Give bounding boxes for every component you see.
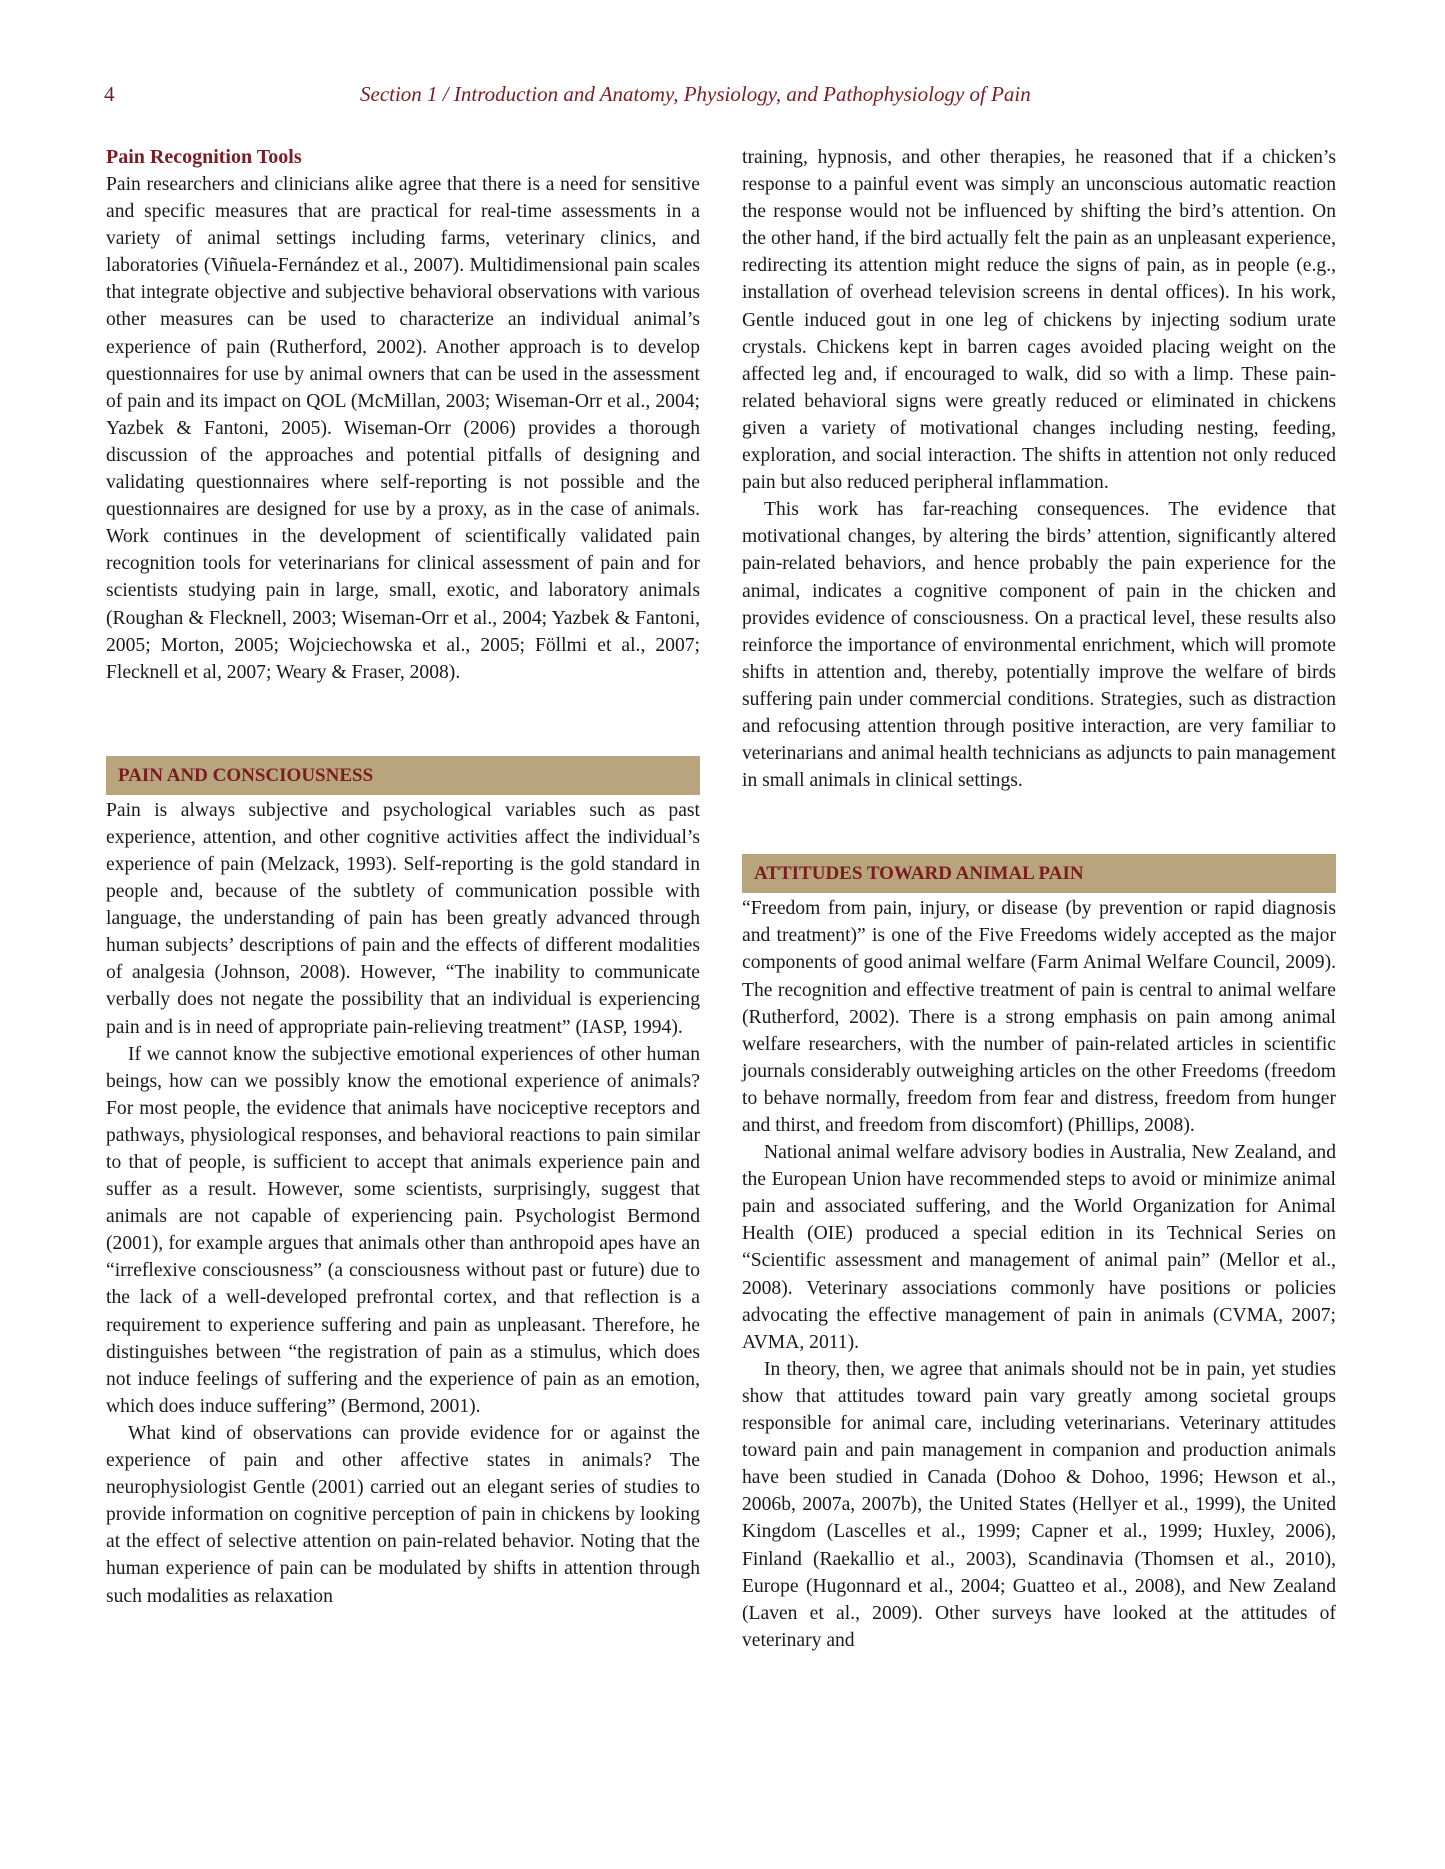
paragraph: National animal welfare advisory bodies in Australia, New Zealand, and the European Union have recommended steps to avoid or minimize animal pain and associated suffering, and the World Organization for Animal Health (OIE) produced a special edition in its Technical Series on “Scientific assessment and management of animal pain” (Mellor et al., 2008). Veterinary associations commonly have positions or policies advocating the effective management of pain in animals (CVMA, 2007; AVMA, 2011). [742,1142,1336,1353]
paragraph: In theory, then, we agree that animals should not be in pain, yet studies show that attitudes toward pain vary greatly among societal groups responsible for animal care, including veterinarians. Veterinary attitudes toward pain and pain management in companion and production animals have been studied in Canada (Dohoo & Dohoo, 1996; Hewson et al., 2006b, 2007a, 2007b), the United States (Hellyer et al., 1999), the United Kingdom (Lascelles et al., 1999; Capner et al., 1999; Huxley, 2006), Finland (Raekallio et al., 2003), Scandinavia (Thomsen et al., 2010), Europe (Hugonnard et al., 2004; Guatteo et al., 2008), and New Zealand (Laven et al., 2009). Other surveys have looked at the attitudes of veterinary and [742,1358,1336,1651]
running-head: Section 1 / Introduction and Anatomy, Physiology, and Pathophysiology of Pain [360,82,1031,106]
right-column [742,144,1336,1654]
paragraph: Pain researchers and clinicians alike agree that there is a need for sensitive and specific measures that are practical for real-time assessments in a variety of animal settings including farms, veterinary clinics, and laboratories (Viñuela-Fernández et al., 2007). Multidimensional pain scales that integrate objective and subjective behavioral observations with various other measures can be used to characterize an individual animal’s experience of pain (Rutherford, 2002). Another approach is to develop questionnaires for use by animal owners that can be used in the assessment of pain and its impact on QOL (McMillan, 2003; Wiseman-Orr et al., 2004; Yazbek & Fantoni, 2005). Wiseman-Orr (2006) provides a thorough discussion of the approaches and potential pitfalls of designing and validating questionnaires where self-reporting is not possible and the questionnaires are designed for use by a proxy, as in the case of animals. Work continues in the development of scientifically validated pain recognition tools for veterinarians for clinical assessment of pain and for scientists studying pain in large, small, exotic, and laboratory animals (Roughan & Flecknell, 2003; Wiseman-Orr et al., 2004; Yazbek & Fantoni, 2005; Morton, 2005; Wojciechowska et al., 2005; Föllmi et al., 2007; Flecknell et al, 2007; Weary & Fraser, 2008). [106,174,700,683]
page-number: 4 [104,82,115,106]
paragraph: Pain is always subjective and psychological variables such as past experience, attention, and other cognitive activities affect the individual’s experience of pain (Melzack, 1993). Self-reporting is the gold standard in people and, because of the subtlety of communication possible with language, the understanding of pain has been greatly advanced through human subjects’ descriptions of pain and the effects of different modalities of analgesia (Johnson, 2008). However, “The inability to communicate verbally does not negate the possibility that an individual is experiencing pain and is in need of appropriate pain-relieving treatment” (IASP, 1994). [106,799,700,1038]
subhead-pain-recognition-tools: Pain Recognition Tools [106,146,302,168]
left-column [106,144,700,1610]
paragraph: What kind of observations can provide evidence for or against the experience of pain and other affective states in animals? The neurophysiologist Gentle (2001) carried out an elegant series of studies to provide information on cognitive perception of pain in chickens by looking at the effect of selective attention on pain-related behavior. Noting that the human experience of pain can be modulated by shifts in attention through such modalities as relaxation [106,1422,700,1607]
paragraph: If we cannot know the subjective emotional experiences of other human beings, how can we possibly know the emotional experience of animals? For most people, the evidence that animals have nociceptive receptors and pathways, physiological responses, and behavioral reactions to pain similar to that of people, is sufficient to accept that animals experience pain and suffer as a result. However, some scientists, surprisingly, suggest that animals are not capable of experiencing pain. Psychologist Bermond (2001), for example argues that animals other than anthropoid apes have an “irreflexive consciousness” (a consciousness without past or future) due to the lack of a well-developed prefrontal cortex, and that reflection is a requirement to experience suffering and pain as unpleasant. Therefore, he distinguishes between “the registration of pain as a stimulus, which does not induce feelings of suffering and the experience of pain as an emotion, which does induce suffering” (Bermond, 2001). [106,1043,700,1417]
paragraph: training, hypnosis, and other therapies, he reasoned that if a chicken’s response to a painful event was simply an unconscious automatic reaction the response would not be influenced by shifting the bird’s attention. On the other hand, if the bird actually felt the pain as an unpleasant experience, redirecting its attention might reduce the signs of pain, as in people (e.g., installation of overhead television screens in dental offices). In his work, Gentle induced gout in one leg of chickens by injecting sodium urate crystals. Chickens kept in barren cages avoided placing weight on the affected leg and, if encouraged to walk, did so with a limp. These pain-related behavioral signs were greatly reduced or eliminated in chickens given a variety of motivational changes including nesting, feeding, exploration, and social interaction. The shifts in attention not only reduced pain but also reduced peripheral inflammation. [742,147,1336,494]
paragraph: “Freedom from pain, injury, or disease (by prevention or rapid diagnosis and treatment)” is one of the Five Freedoms widely accepted as the major components of good animal welfare (Farm Animal Welfare Council, 2009). The recognition and effective treatment of pain is central to animal welfare (Rutherford, 2002). There is a strong emphasis on pain among animal welfare researchers, with the number of pain-related articles in scientific journals considerably outweighing articles on the other Freedoms (freedom to behave normally, freedom from fear and distress, freedom from hunger and thirst, and freedom from discomfort) (Phillips, 2008). [742,898,1336,1136]
section-heading-attitudes-toward-animal-pain: ATTITUDES TOWARD ANIMAL PAIN [742,854,1336,893]
section-heading-pain-and-consciousness: PAIN AND CONSCIOUSNESS [106,756,700,795]
paragraph: This work has far-reaching consequences. The evidence that motivational changes, by altering the birds’ attention, significantly altered pain-related behaviors, and hence probably the pain experience for the animal, indicates a cognitive component of pain in the chicken and provides evidence of consciousness. On a practical level, these results also reinforce the importance of environmental enrichment, which will promote shifts in attention and, thereby, potentially improve the welfare of birds suffering pain under commercial conditions. Strategies, such as distraction and refocusing attention through positive interaction, are very familiar to veterinarians and animal health technicians as adjuncts to pain management in small animals in clinical settings. [742,499,1336,792]
